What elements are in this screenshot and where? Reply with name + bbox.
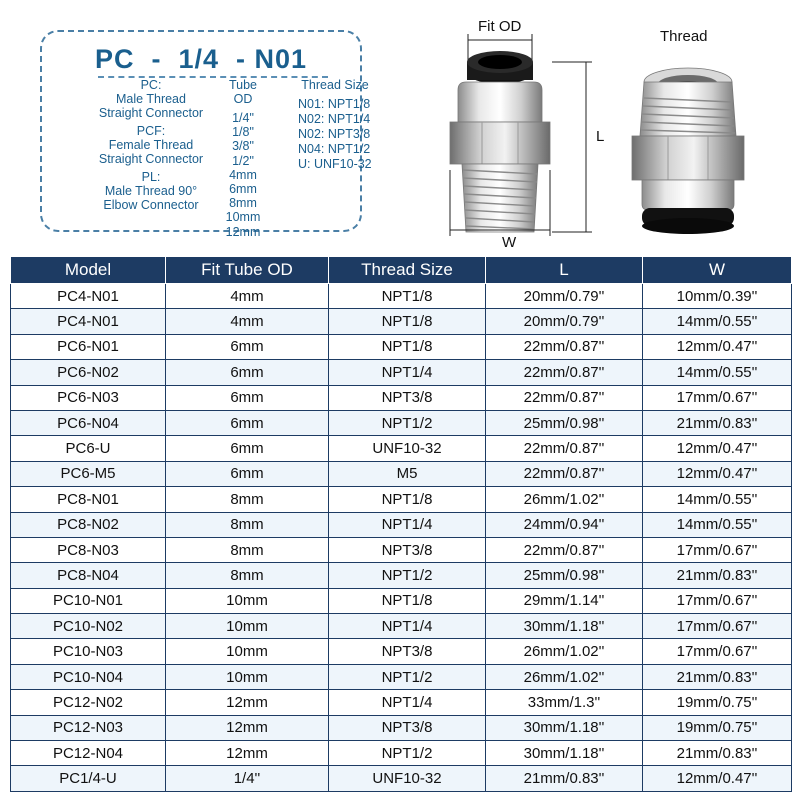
cell-length: 22mm/0.87''	[486, 461, 643, 486]
thread-size-value: N02: NPT1/4	[298, 112, 371, 126]
cell-length: 25mm/0.98''	[486, 410, 643, 435]
table-row	[11, 385, 792, 410]
cell-fit-tube-od: 12mm	[166, 690, 329, 715]
series-line: Straight Connector	[98, 106, 204, 120]
cell-thread-size: NPT1/8	[329, 487, 486, 512]
tube-od-header: Tube OD	[228, 78, 258, 106]
table-row	[11, 766, 792, 791]
cell-length: 25mm/0.98''	[486, 563, 643, 588]
cell-model: PC6-N04	[11, 410, 166, 435]
tube-od-value: 12mm	[225, 224, 261, 239]
cell-width: 21mm/0.83''	[643, 563, 792, 588]
fittings-illustration	[420, 10, 800, 250]
cell-length: 22mm/0.87''	[486, 537, 643, 562]
cell-length: 20mm/0.79''	[486, 309, 643, 334]
tube-od-value: 1/8"	[232, 125, 254, 140]
cell-thread-size: NPT3/8	[329, 715, 486, 740]
header-thread-size: Thread Size	[329, 257, 486, 284]
table-row	[11, 614, 792, 639]
table-row	[11, 461, 792, 486]
thread-size-value: N02: NPT3/8	[298, 127, 371, 141]
cell-fit-tube-od: 12mm	[166, 715, 329, 740]
table-row	[11, 436, 792, 461]
cell-width: 17mm/0.67''	[643, 385, 792, 410]
cell-model: PC6-U	[11, 436, 166, 461]
cell-fit-tube-od: 12mm	[166, 741, 329, 766]
cell-thread-size: NPT1/4	[329, 512, 486, 537]
cell-length: 33mm/1.3''	[486, 690, 643, 715]
series-line: Female Thread	[108, 138, 194, 152]
cell-width: 14mm/0.55''	[643, 360, 792, 385]
cell-model: PC6-N03	[11, 385, 166, 410]
thread-size-value: N04: NPT1/2	[298, 142, 371, 156]
table-row	[11, 690, 792, 715]
cell-model: PC1/4-U	[11, 766, 166, 791]
cell-fit-tube-od: 10mm	[166, 639, 329, 664]
cell-thread-size: NPT1/8	[329, 309, 486, 334]
model-code-title: PC - 1/4 - N01	[94, 44, 308, 74]
table-header-row	[11, 257, 792, 284]
cell-width: 17mm/0.67''	[643, 537, 792, 562]
cell-width: 12mm/0.47''	[643, 766, 792, 791]
thread-size-list	[290, 78, 380, 172]
header-width: W	[643, 257, 792, 284]
cell-fit-tube-od: 8mm	[166, 563, 329, 588]
table-row	[11, 588, 792, 613]
table-row	[11, 639, 792, 664]
table-row	[11, 741, 792, 766]
table-row	[11, 309, 792, 334]
cell-width: 17mm/0.67''	[643, 614, 792, 639]
cell-fit-tube-od: 10mm	[166, 614, 329, 639]
cell-thread-size: NPT1/2	[329, 741, 486, 766]
cell-thread-size: NPT1/4	[329, 690, 486, 715]
series-pc	[88, 78, 214, 120]
cell-width: 14mm/0.55''	[643, 512, 792, 537]
cell-fit-tube-od: 1/4''	[166, 766, 329, 791]
cell-model: PC12-N02	[11, 690, 166, 715]
series-pcf	[88, 124, 214, 166]
thread-size-header: Thread Size	[301, 78, 369, 92]
cell-width: 12mm/0.47''	[643, 334, 792, 359]
length-label: L	[596, 128, 605, 145]
cell-length: 26mm/1.02''	[486, 639, 643, 664]
cell-model: PC10-N02	[11, 614, 166, 639]
series-code: PCF:	[136, 124, 166, 138]
cell-length: 24mm/0.94''	[486, 512, 643, 537]
tube-od-value: 3/8"	[232, 139, 254, 154]
cell-length: 30mm/1.18''	[486, 614, 643, 639]
cell-model: PC4-N01	[11, 284, 166, 309]
cell-model: PC12-N03	[11, 715, 166, 740]
tube-od-value: 1/4"	[232, 111, 254, 125]
thread-size-value: N01: NPT1/8	[298, 97, 371, 111]
width-label: W	[502, 234, 517, 251]
thread-label: Thread	[660, 28, 708, 45]
series-line: Male Thread 90°	[104, 184, 198, 198]
series-line: Straight Connector	[98, 152, 204, 166]
product-diagram	[420, 10, 800, 250]
cell-model: PC10-N03	[11, 639, 166, 664]
thread-size-value: U: UNF10-32	[298, 157, 372, 171]
table-row	[11, 664, 792, 689]
cell-length: 26mm/1.02''	[486, 664, 643, 689]
right-fitting	[632, 68, 744, 234]
cell-length: 21mm/0.83''	[486, 766, 643, 791]
cell-thread-size: UNF10-32	[329, 436, 486, 461]
cell-thread-size: NPT1/2	[329, 410, 486, 435]
cell-length: 26mm/1.02''	[486, 487, 643, 512]
table-row	[11, 410, 792, 435]
cell-thread-size: NPT1/4	[329, 614, 486, 639]
cell-length: 22mm/0.87''	[486, 334, 643, 359]
cell-fit-tube-od: 4mm	[166, 309, 329, 334]
cell-width: 12mm/0.47''	[643, 461, 792, 486]
cell-thread-size: NPT1/2	[329, 563, 486, 588]
series-code: PC:	[140, 78, 162, 92]
specification-table	[10, 256, 792, 792]
tube-od-value: 1/2"	[232, 153, 254, 168]
left-fitting	[450, 34, 592, 236]
cell-fit-tube-od: 8mm	[166, 487, 329, 512]
table-row	[11, 334, 792, 359]
cell-fit-tube-od: 10mm	[166, 588, 329, 613]
cell-length: 30mm/1.18''	[486, 715, 643, 740]
table-row	[11, 512, 792, 537]
cell-thread-size: NPT1/2	[329, 664, 486, 689]
cell-model: PC10-N04	[11, 664, 166, 689]
cell-model: PC8-N02	[11, 512, 166, 537]
series-pl	[88, 170, 214, 212]
cell-model: PC8-N04	[11, 563, 166, 588]
table-row	[11, 563, 792, 588]
cell-thread-size: M5	[329, 461, 486, 486]
cell-width: 19mm/0.75''	[643, 715, 792, 740]
cell-model: PC6-M5	[11, 461, 166, 486]
cell-width: 17mm/0.67''	[643, 588, 792, 613]
table-row	[11, 284, 792, 309]
tube-od-value: 10mm	[225, 210, 261, 225]
cell-length: 30mm/1.18''	[486, 741, 643, 766]
table-body	[11, 284, 792, 792]
cell-length: 20mm/0.79''	[486, 284, 643, 309]
cell-width: 21mm/0.83''	[643, 664, 792, 689]
cell-fit-tube-od: 4mm	[166, 284, 329, 309]
cell-thread-size: NPT3/8	[329, 385, 486, 410]
cell-fit-tube-od: 6mm	[166, 410, 329, 435]
cell-width: 17mm/0.67''	[643, 639, 792, 664]
cell-width: 21mm/0.83''	[643, 410, 792, 435]
cell-model: PC4-N01	[11, 309, 166, 334]
cell-length: 22mm/0.87''	[486, 436, 643, 461]
cell-thread-size: NPT1/8	[329, 588, 486, 613]
cell-thread-size: NPT3/8	[329, 537, 486, 562]
header-length: L	[486, 257, 643, 284]
table-row	[11, 537, 792, 562]
cell-thread-size: NPT1/8	[329, 284, 486, 309]
header-fit-tube-od: Fit Tube OD	[166, 257, 329, 284]
cell-model: PC8-N03	[11, 537, 166, 562]
tube-od-value: 6mm	[229, 182, 257, 197]
cell-width: 14mm/0.55''	[643, 309, 792, 334]
cell-model: PC10-N01	[11, 588, 166, 613]
series-line: Male Thread	[116, 92, 186, 106]
cell-width: 21mm/0.83''	[643, 741, 792, 766]
cell-thread-size: NPT1/8	[329, 334, 486, 359]
cell-thread-size: NPT1/4	[329, 360, 486, 385]
cell-length: 29mm/1.14''	[486, 588, 643, 613]
cell-fit-tube-od: 6mm	[166, 461, 329, 486]
tube-od-value: 4mm	[229, 167, 257, 182]
series-line: Elbow Connector	[103, 198, 199, 212]
cell-width: 10mm/0.39''	[643, 284, 792, 309]
cell-thread-size: NPT3/8	[329, 639, 486, 664]
series-code: PL:	[141, 170, 161, 184]
cell-width: 12mm/0.47''	[643, 436, 792, 461]
cell-length: 22mm/0.87''	[486, 385, 643, 410]
cell-model: PC6-N02	[11, 360, 166, 385]
cell-width: 14mm/0.55''	[643, 487, 792, 512]
cell-thread-size: UNF10-32	[329, 766, 486, 791]
cell-model: PC8-N01	[11, 487, 166, 512]
tube-od-list	[218, 78, 268, 239]
cell-fit-tube-od: 8mm	[166, 512, 329, 537]
header-model: Model	[11, 257, 166, 284]
cell-model: PC6-N01	[11, 334, 166, 359]
cell-length: 22mm/0.87''	[486, 360, 643, 385]
tube-od-value: 8mm	[229, 196, 257, 211]
fit-od-label: Fit OD	[478, 18, 522, 35]
model-code-legend	[40, 30, 372, 239]
table-row	[11, 360, 792, 385]
cell-fit-tube-od: 10mm	[166, 664, 329, 689]
cell-fit-tube-od: 8mm	[166, 537, 329, 562]
table-row	[11, 487, 792, 512]
series-list	[88, 78, 214, 216]
cell-fit-tube-od: 6mm	[166, 334, 329, 359]
table-row	[11, 715, 792, 740]
cell-fit-tube-od: 6mm	[166, 385, 329, 410]
cell-model: PC12-N04	[11, 741, 166, 766]
cell-fit-tube-od: 6mm	[166, 360, 329, 385]
cell-fit-tube-od: 6mm	[166, 436, 329, 461]
cell-width: 19mm/0.75''	[643, 690, 792, 715]
